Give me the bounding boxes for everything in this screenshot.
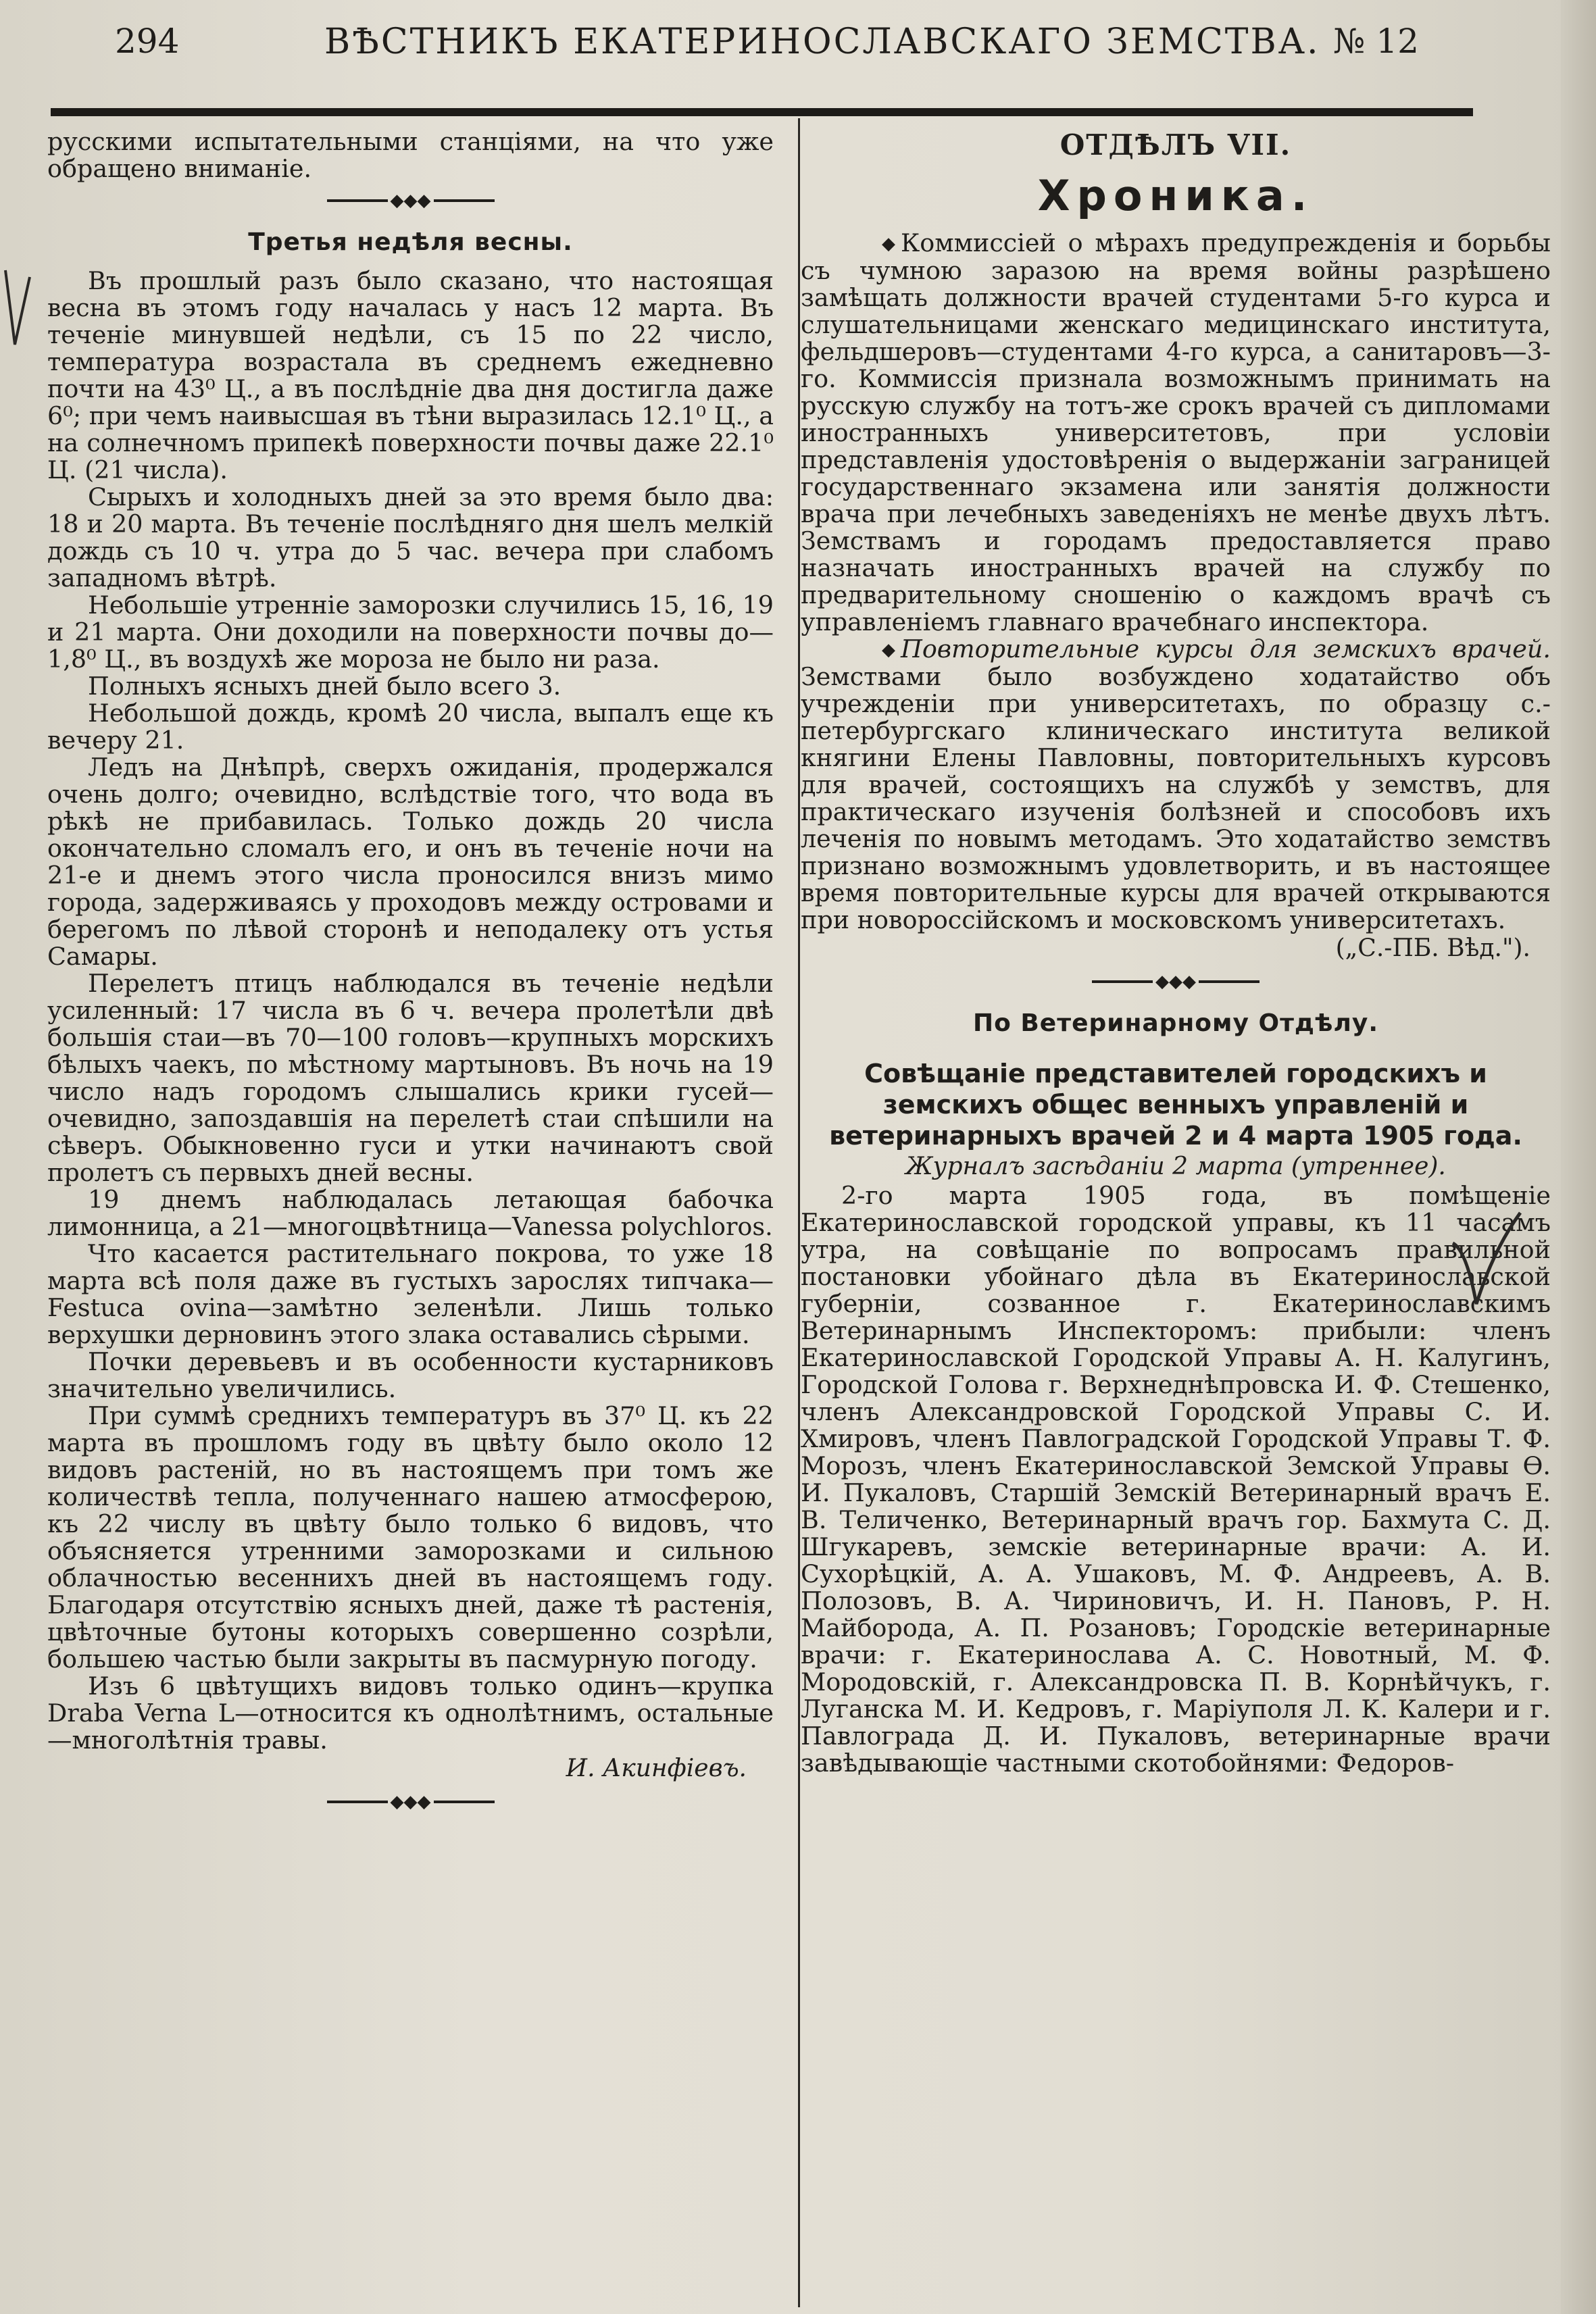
- meeting-text: 2-го марта 1905 года, въ помѣщеніе Екатеринославской городской управы, къ 11 часамъ утра, на совѣщаніе по вопросамъ правильной постановки убойнаго дѣла въ Екатеринославской губерніи, созванное г. Екатеринославскимъ Ветеринарнымъ Инспекторомъ: прибыли: членъ Екатеринославской Городской Управы А. Н. Калугинъ, Городской Голова г. Верхнеднѣпровска И. Ф. Стешенко, членъ Александровской Городской Управы С. И. Хмировъ, членъ Павлоградской Городской Управы Т. Ф. Морозъ, членъ Екатеринославской Земской Управы Ѳ. И. Пукаловъ, Старшій Земскій Ветеринарный врачъ Е. В. Теличенко, Ветеринарный врачъ гор. Бахмута С. Д. Шгукаревъ, земскіе ветеринарные врачи: А. И. Сухорѣцкій, А. А. Ушаковъ, М. Ф. Андреевъ, А. В. Полозовъ, В. А. Чириновичъ, И. Н. Пановъ, Р. Н. Майборода, А. П. Розановъ; Городскіе ветеринарные врачи: г. Екатеринослава А. С. Новотный, М. Ф. Мородовскій, г. Александровска П. В. Корнѣйчукъ, г. Луганска М. И. Кедровъ, г. Маріуполя Л. К. Калери и г. Павлограда Д. И. Пукаловъ, ветеринарные врачи завѣдывающіе частными скотобойнями: Федоров-: [801, 1181, 1551, 1778]
- handwritten-check-icon: [1446, 1209, 1527, 1311]
- vet-section-title: По Ветеринарному Отдѣлу.: [972, 1009, 1379, 1037]
- paragraph: Почки деревьевъ и въ особенности кустарниковъ значительно увеличились.: [47, 1347, 774, 1403]
- meeting-title: Совѣщаніе представителей городскихъ и земскихъ общес венныхъ управленій и ветеринарныхъ врачей 2 и 4 марта 1905 года.: [829, 1059, 1522, 1151]
- bullet-icon: ◆: [882, 640, 895, 660]
- paragraph: При суммѣ среднихъ температуръ въ 37⁰ Ц. къ 22 марта въ прошломъ году въ цвѣту было около 12 видовъ растеній, но въ настоящемъ при томъ же количествѣ тепла, полученнаго нашею атмосферою, къ 22 числу въ цвѣту было только 6 видовъ, что объясняется утренними заморозками и сильною облачностью весеннихъ дней въ настоящемъ году. Благодаря отсутствію ясныхъ дней, даже тѣ растенія, цвѣточные бутоны которыхъ совершенно созрѣли, большею частью были закрыты въ пасмурную погоду.: [47, 1401, 774, 1674]
- paragraph: Небольшіе утренніе заморозки случились 15, 16, 19 и 21 марта. Они доходили на поверхности почвы до—1,8⁰ Ц., въ воздухѣ же мороза не было ни раза.: [47, 590, 774, 674]
- journal-subtitle: Журналъ засѣданіи 2 марта (утреннее).: [905, 1153, 1446, 1180]
- journal-title: ВѢСТНИКЪ ЕКАТЕРИНОСЛАВСКАГО ЗЕМСТВА.: [324, 22, 1320, 62]
- paragraph: Небольшой дождь, кромѣ 20 числа, выпалъ еще къ вечеру 21.: [47, 699, 774, 755]
- page-header: [47, 15, 1473, 89]
- right-column: [801, 128, 1551, 1777]
- paragraph: Что касается растительнаго покрова, то уже 18 марта всѣ поля даже въ густыхъ зарослях типчака—Festuca ovina—замѣтно зеленѣли. Лишь только верхушки дерновинъ этого злака оставались сѣрыми.: [47, 1239, 774, 1349]
- intro-text: русскими испытательными станціями, на что уже обращено вниманіе.: [47, 127, 774, 183]
- issue-number: № 12: [1333, 22, 1419, 61]
- header-rule: [51, 108, 1473, 116]
- handwritten-check-icon: [0, 263, 34, 351]
- department-heading: ОТДѢЛЪ VII.: [1059, 128, 1292, 161]
- paragraph: Сырыхъ и холодныхъ дней за это время было два: 18 и 20 марта. Въ теченіе послѣдняго дня шелъ мелкій дождь съ 10 ч. утра до 5 час. вечера при слабомъ западномъ вѣтрѣ.: [47, 482, 774, 593]
- column-divider: [798, 118, 800, 2307]
- ornament-divider: ◆◆◆: [801, 963, 1551, 999]
- ornament-divider: ◆◆◆: [47, 182, 774, 218]
- paragraph: Ледъ на Днѣпрѣ, сверхъ ожиданія, продержался очень долго; очевидно, вслѣдствіе того, что вода въ рѣкѣ не прибавилась. Только дождь 20 числа окончательно сломалъ его, и онъ въ теченіе ночи на 21-е и днемъ этого числа проносился внизъ мимо города, задерживаясь у проходовъ между островами и берегомъ по лѣвой сторонѣ и неподалеку отъ устья Самары.: [47, 753, 774, 971]
- paragraph: Перелетъ птицъ наблюдался въ теченіе недѣли усиленный: 17 числа въ 6 ч. вечера пролетѣли двѣ большія стаи—въ 70—100 головъ—крупныхъ морскихъ бѣлыхъ чаекъ, по мѣстному мартыновъ. Въ ночь на 19 число надъ городомъ слышались крики гусей—очевидно, запоздавшія на перелетѣ стаи спѣшили на сѣверъ. Обыкновенно гуси и утки начинаютъ свой пролетъ съ первыхъ дней весны.: [47, 969, 774, 1187]
- chronicle-heading: Хроника.: [1037, 171, 1314, 220]
- paragraph: Въ прошлый разъ было сказано, что настоящая весна въ этомъ году началась у насъ 12 марта. Въ теченіе минувшей недѣли, съ 15 по 22 число, температура возрастала въ среднемъ ежедневно почти на 43⁰ Ц., а въ послѣдніе два дня достигла даже 6⁰; при чемъ наивысшая въ тѣни выразилась 12.1⁰ Ц., а на солнечномъ припекѣ поверхности почвы даже 22.1⁰ Ц. (21 числа).: [47, 266, 774, 484]
- ornament-divider: ◆◆◆: [47, 1784, 774, 1819]
- chronicle-item-title: Повторительные курсы для земскихъ врачей.: [901, 634, 1551, 663]
- left-column: [47, 128, 774, 1819]
- chronicle-item: ◆ Повторительные курсы для земскихъ врачей. Земствами было возбуждено ходатайство объ учрежденіи при университетахъ, по образцу с.-петербургскаго клиническаго института великой княгини Елены Павловны, повторительныхъ курсовъ для врачей, состоящихъ на службѣ у земствъ, для практическаго изученія болѣзней и способовъ ихъ леченія по новымъ методамъ. Это ходатайство земствъ признано возможнымъ удовлетворить, и въ настоящее время повторительные курсы для врачей открываются при новороссійскомъ и московскомъ университетахъ.: [801, 634, 1551, 934]
- paragraph: Полныхъ ясныхъ дней было всего 3.: [88, 672, 562, 701]
- source-citation: („С.-ПБ. Вѣд.").: [1335, 934, 1530, 962]
- bullet-icon: ◆: [882, 234, 895, 254]
- paragraph: 19 днемъ наблюдалась летающая бабочка лимонница, а 21—многоцвѣтница—Vanessa polychloros.: [47, 1185, 774, 1241]
- binding-shadow: [1561, 0, 1596, 2314]
- paragraph: Изъ 6 цвѣтущихъ видовъ только одинъ—крупка Draba Verna L—относится къ однолѣтнимъ, остальные—многолѣтнія травы.: [47, 1671, 774, 1755]
- chronicle-item: ◆ Коммиссіей о мѣрахъ предупрежденія и борьбы съ чумною заразою на время войны разрѣшено замѣщать должности врачей студентами 5-го курса и слушательницами женскаго медицинскаго института, фельдшеровъ—студентами 4-го курса, а санитаровъ—3-го. Коммиссія признала возможнымъ принимать на русскую службу на тотъ-же срокъ врачей съ дипломами иностранныхъ университетовъ, при условіи представленія удостовѣренія о выдержаніи заграницей государственнаго экзамена или занятія должности врача при лечебныхъ заведеніяхъ не менѣе двухъ лѣтъ. Земствамъ и городамъ предоставляется право назначать иностранныхъ врачей на службу по предварительному сношенію о каждомъ врачѣ съ управленіемъ главнаго врачебнаго инспектора.: [801, 228, 1551, 636]
- section-title-spring: Третья недѣля весны.: [248, 228, 573, 256]
- author-signature: И. Акинфіевъ.: [566, 1755, 747, 1782]
- page-number: 294: [115, 22, 180, 61]
